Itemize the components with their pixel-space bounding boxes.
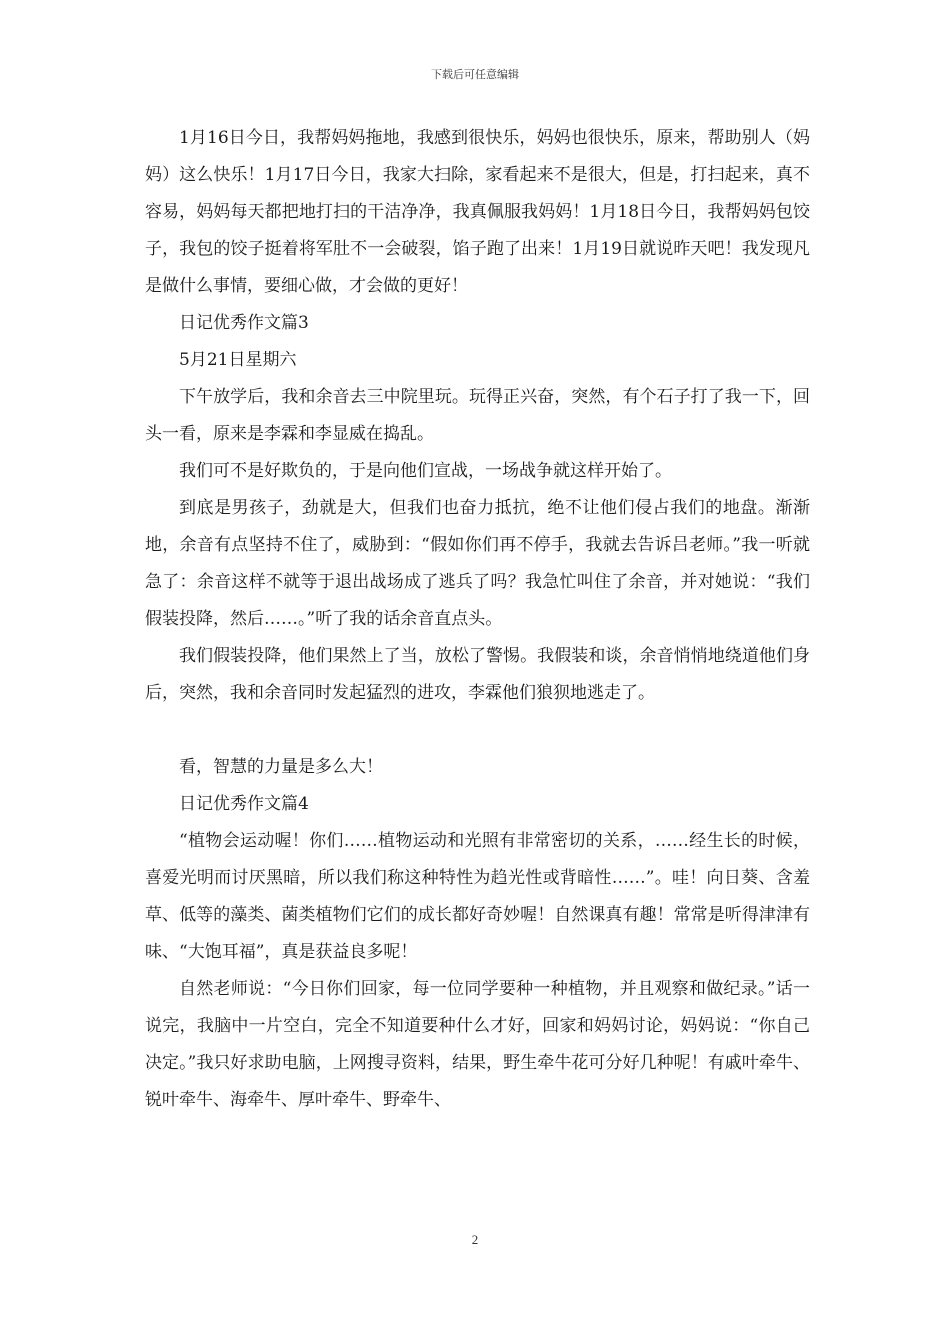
paragraph-diary-jan: 1月16日今日，我帮妈妈拖地，我感到很快乐，妈妈也很快乐，原来，帮助别人（妈妈）这么快乐！1月17日今日，我家大扫除，家看起来不是很大，但是，打扫起来，真不容易，妈妈每天都把地打扫的干洁净净，我真佩服我妈妈！1月18日今日，我帮妈妈包饺子，我包的饺子挺着将军肚不一会破裂，馅子跑了出来！1月19日就说昨天吧！我发现凡是做什么事情，要细心做，才会做的更好！ [145,128,810,296]
paragraph: “植物会运动喔！你们……植物运动和光照有非常密切的关系，……经生长的时候，喜爱光明而讨厌黑暗，所以我们称这种特性为趋光性或背暗性……”。哇！向日葵、含羞草、低等的藻类、菌类植物们它们的成长都好奇妙喔！自然课真有趣！常常是听得津津有味、“大饱耳福”，真是获益良多呢！ [145,831,810,962]
document-body [145,120,810,1119]
paragraph: 我们可不是好欺负的，于是向他们宣战，一场战争就这样开始了。 [179,461,672,481]
diary-date: 5月21日星期六 [179,350,297,370]
page-number: 2 [471,1232,479,1247]
paragraph: 我们假装投降，他们果然上了当，放松了警惕。我假装和谈，余音悄悄地绕道他们身后，突然，我和余音同时发起猛烈的进攻，李霖他们狼狈地逃走了。 [145,646,810,703]
paragraph-conclusion: 看，智慧的力量是多么大！ [179,757,383,777]
page-header: 下载后可任意编辑 [431,68,519,81]
section-heading-3: 日记优秀作文篇3 [179,313,309,333]
paragraph: 自然老师说：“今日你们回家，每一位同学要种一种植物，并且观察和做纪录。”话一说完，我脑中一片空白，完全不知道要种什么才好，回家和妈妈讨论，妈妈说：“你自己决定。”我只好求助电脑，上网搜寻资料，结果，野生牵牛花可分好几种呢！有戚叶牵牛、锐叶牵牛、海牵牛、厚叶牵牛、野牵牛、 [145,979,810,1110]
section-heading-4: 日记优秀作文篇4 [179,794,309,814]
paragraph: 下午放学后，我和余音去三中院里玩。玩得正兴奋，突然，有个石子打了我一下，回头一看，原来是李霖和李显威在捣乱。 [145,387,810,444]
paragraph: 到底是男孩子，劲就是大，但我们也奋力抵抗，绝不让他们侵占我们的地盘。渐渐地，余音有点坚持不住了，威胁到：“假如你们再不停手，我就去告诉吕老师。”我一听就急了：余音这样不就等于退出战场成了逃兵了吗？我急忙叫住了余音，并对她说：“我们假装投降，然后……。”听了我的话余音直点头。 [145,498,810,629]
